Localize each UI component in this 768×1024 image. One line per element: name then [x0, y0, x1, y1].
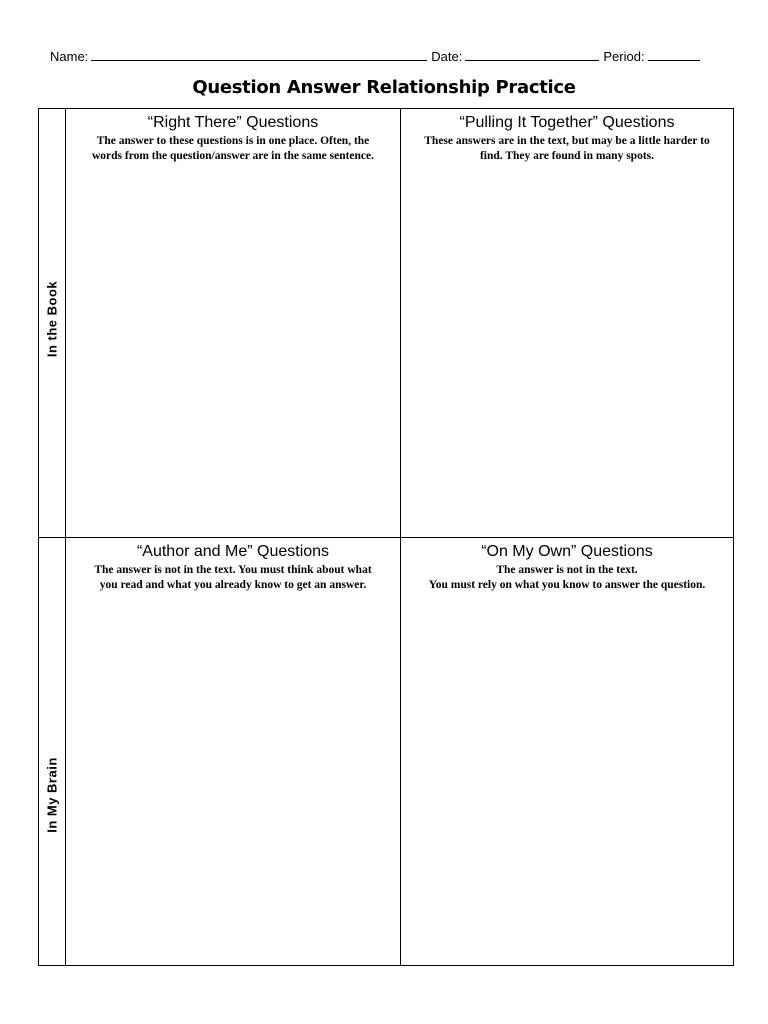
student-info-line [50, 48, 730, 66]
cell-description [409, 563, 725, 593]
description-line: The answer is not in the text. [496, 564, 638, 576]
row-label-in-my-brain [39, 538, 66, 966]
description-line: you read and what you already know to get an answer. [99, 579, 367, 591]
row-label-text: In the Book [44, 280, 60, 357]
cell-title: “On My Own” Questions [481, 543, 653, 560]
row-label-text: In My Brain [44, 757, 60, 833]
right-there-cell[interactable] [66, 109, 401, 538]
period-label: Period: [603, 49, 645, 64]
description-line: find. They are found in many spots. [479, 150, 655, 162]
description-line: These answers are in the text, but may be a little harder to [424, 135, 710, 147]
date-field[interactable] [465, 48, 599, 61]
page-title: Question Answer Relationship Practice [192, 77, 576, 98]
description-line: You must rely on what you know to answer the question. [428, 579, 706, 591]
cell-title: “Author and Me” Questions [136, 543, 330, 560]
qar-grid [38, 108, 734, 966]
cell-description [74, 563, 392, 593]
name-field[interactable] [91, 48, 427, 61]
cell-title: “Pulling It Together” Questions [459, 114, 675, 131]
author-and-me-cell[interactable] [66, 538, 401, 966]
cell-description [409, 134, 725, 164]
description-line: words from the question/answer are in the same sentence. [91, 150, 375, 162]
on-my-own-cell[interactable] [401, 538, 733, 966]
name-label: Name: [50, 49, 89, 64]
description-line: The answer is not in the text. You must think about what [94, 564, 372, 576]
row-label-in-the-book [39, 109, 66, 538]
date-label: Date: [431, 49, 463, 64]
pulling-it-together-cell[interactable] [401, 109, 733, 538]
description-line: The answer to these questions is in one place. Often, the [96, 135, 370, 147]
period-field[interactable] [648, 48, 700, 61]
cell-title: “Right There” Questions [147, 114, 319, 131]
cell-description [74, 134, 392, 164]
